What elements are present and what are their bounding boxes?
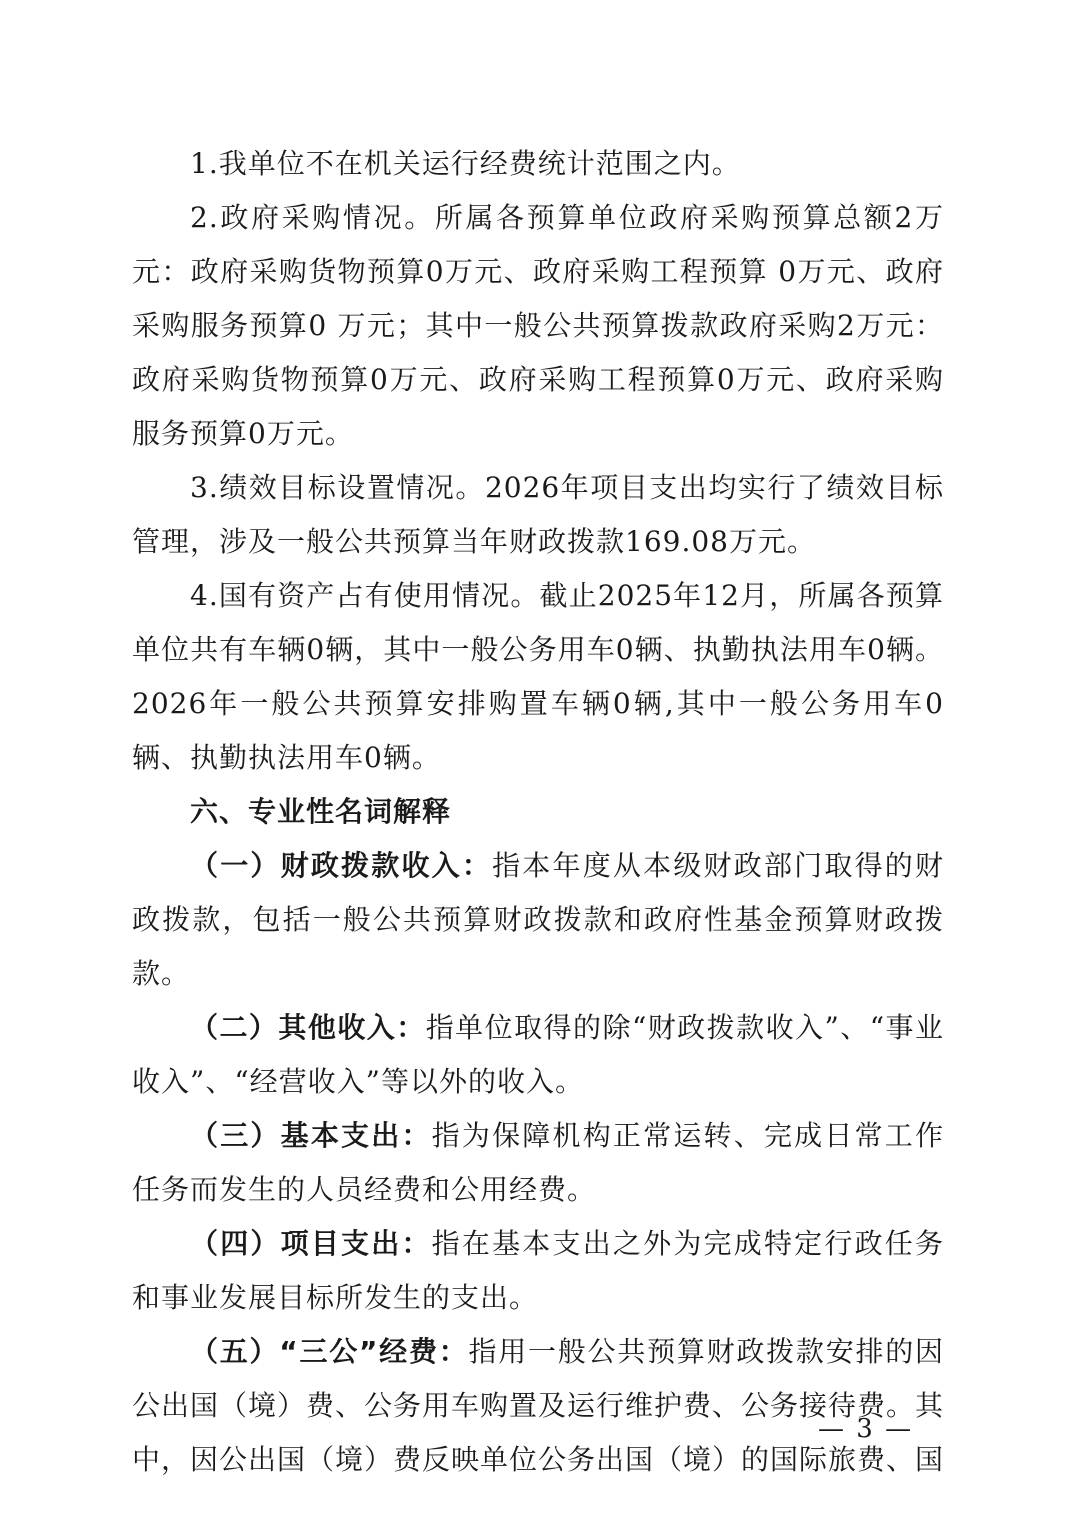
paragraph-text: 3.绩效目标设置情况。2026年项目支出均实行了绩效目标管理，涉及一般公共预算当年财政拨款169.08万元。 (132, 471, 944, 558)
paragraph-2 (132, 191, 944, 461)
definition-term: （一）财政拨款收入： (190, 849, 493, 882)
definition-text: 指在基本支出之外为完成特定行政任务和事业发展目标所发生的支出。 (132, 1227, 944, 1314)
definition-1 (132, 839, 944, 1001)
page-number: — 3 — (818, 1414, 914, 1444)
definition-text: 指用一般公共预算财政拨款安排的因公出国（境）费、公务用车购置及运行维护费、公务接待费。其中，因公出国（境）费反映单位公务出国（境）的国际旅费、国 (132, 1335, 945, 1476)
definition-term: （五）“三公”经费： (190, 1335, 469, 1368)
paragraph-3 (132, 461, 944, 569)
paragraph-text: 4.国有资产占有使用情况。截止2025年12月，所属各预算单位共有车辆0辆，其中一般公务用车0辆、执勤执法用车0辆。2026年一般公共预算安排购置车辆0辆,其中一般公务用车0辆、执勤执法用车0辆。 (132, 579, 944, 774)
definition-text: 指为保障机构正常运转、完成日常工作任务而发生的人员经费和公用经费。 (132, 1119, 944, 1206)
definition-text: 指本年度从本级财政部门取得的财政拨款，包括一般公共预算财政拨款和政府性基金预算财政拨款。 (132, 849, 944, 990)
definition-term: （二）其他收入： (190, 1011, 426, 1044)
definition-term: （三）基本支出： (190, 1119, 432, 1152)
paragraph-4 (132, 569, 944, 785)
section-heading: 六、专业性名词解释 (190, 795, 452, 828)
paragraph-text: 1.我单位不在机关运行经费统计范围之内。 (190, 147, 741, 180)
document-body (132, 137, 944, 1487)
definition-term: （四）项目支出： (190, 1227, 432, 1260)
definition-text: 指单位取得的除“财政拨款收入”、“事业收入”、“经营收入”等以外的收入。 (132, 1011, 944, 1098)
paragraph-text: 2.政府采购情况。所属各预算单位政府采购预算总额2万元：政府采购货物预算0万元、政府采购工程预算 0万元、政府采购服务预算0 万元；其中一般公共预算拨款政府采购2万元：政府采购货物预算0万元、政府采购工程预算0万元、政府采购服务预算0万元。 (132, 201, 944, 450)
definition-5 (132, 1325, 944, 1487)
definition-4 (132, 1217, 944, 1325)
definition-2 (132, 1001, 944, 1109)
definition-3 (132, 1109, 944, 1217)
paragraph-1 (132, 137, 944, 191)
